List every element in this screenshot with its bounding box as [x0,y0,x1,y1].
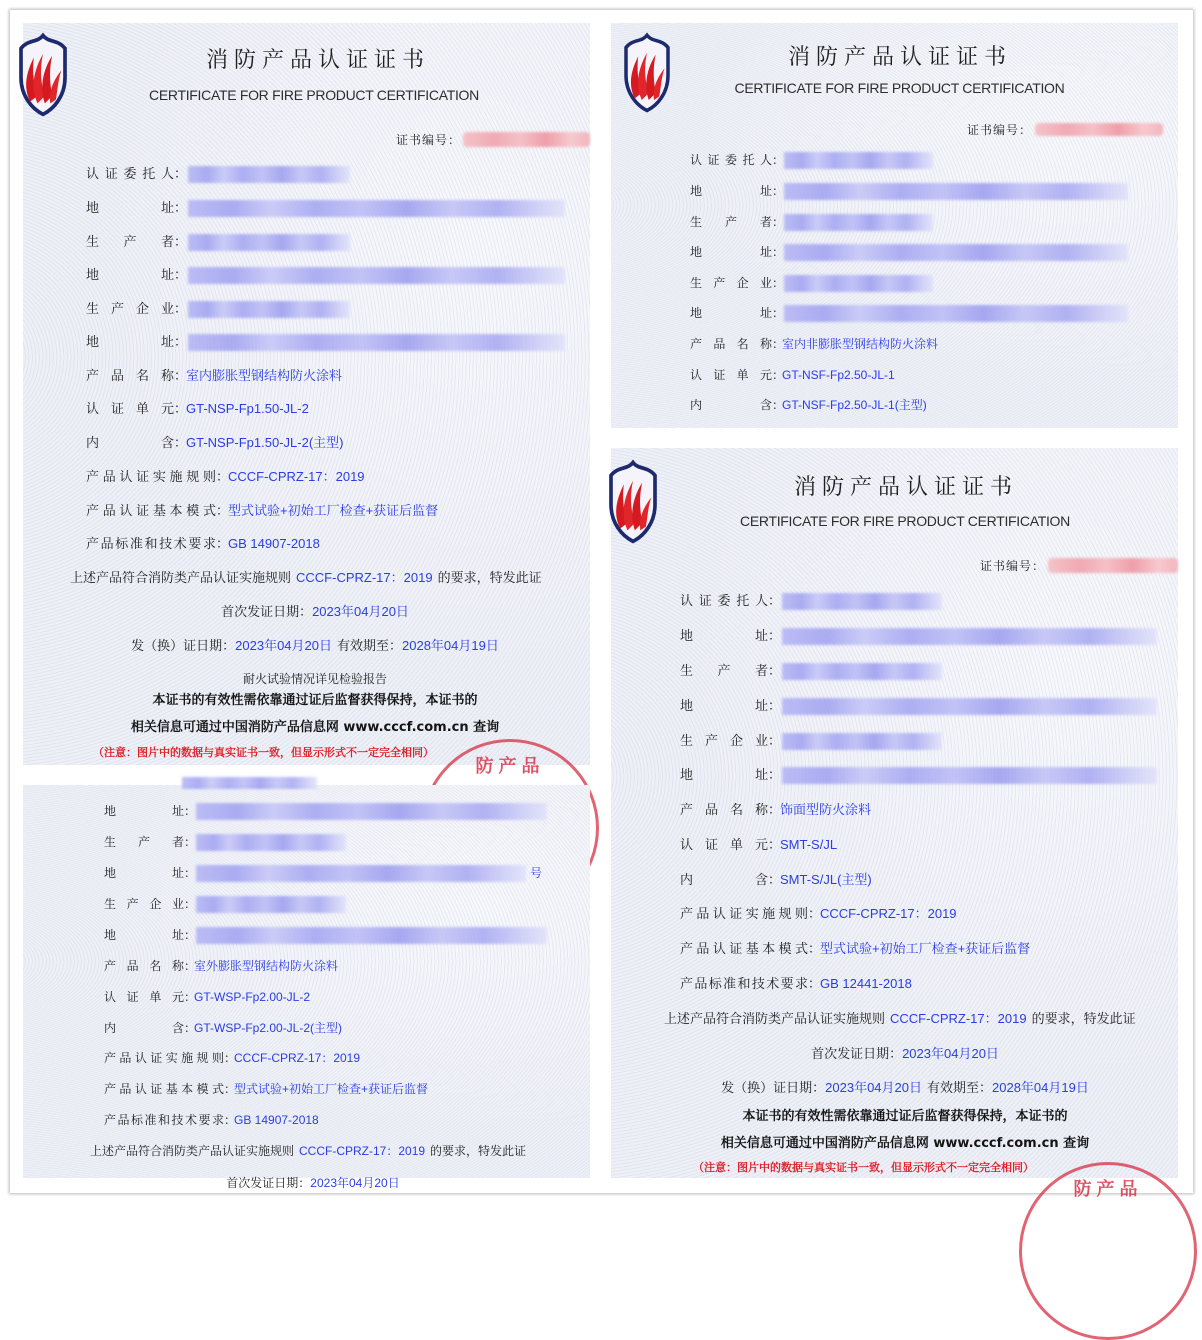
colon: ： [184,928,197,942]
redacted-value [196,896,346,913]
statement-prefix: 上述产品符合消防类产品认证实施规则 [70,570,292,585]
field-standard [104,1110,319,1130]
issue-and-validity [611,1078,1199,1098]
colon: ： [772,368,785,382]
field-label: 认证单元 [104,990,184,1004]
field-label: 产品标准和技术要求 [86,536,216,551]
certificate-title: 消防产品认证证书 [793,475,1018,500]
colon: ： [184,897,197,911]
colon: ： [174,435,188,450]
field-label: 产品认证实施规则 [104,1051,224,1065]
field-product-name [690,334,938,354]
field-value: GT-NSF-Fp2.50-JL-1 [782,368,895,382]
redacted-value [782,663,942,680]
field-label: 地址 [86,334,174,349]
colon: ： [772,245,785,259]
statement-code: CCCF-CPRZ-17：2019 [299,1144,426,1158]
colon: ： [174,368,188,383]
colon: ： [772,337,785,351]
field-label: 生产企业 [86,301,174,316]
field-label: 地址 [680,628,768,643]
redacted-value [188,267,565,284]
colon: ： [772,184,785,198]
colon: ： [768,802,782,817]
field-label: 认证单元 [680,837,768,852]
field-label: 生产企业 [680,733,768,748]
field-standard [86,534,320,554]
field-label: 生产者 [690,215,772,229]
first-issue-date [23,602,607,622]
field-value: 室外膨胀型钢结构防火涂料 [194,959,339,973]
colon: ： [768,593,782,608]
field-manufacturer [690,273,933,293]
certificate-outdoor-intumescent [23,785,590,1190]
first-issue-value: 2023年04月20日 [310,1176,400,1190]
colon: ： [216,536,230,551]
compliance-statement [90,1141,526,1161]
field-product-name [86,366,342,386]
certificate-subtitle: CERTIFICATE FOR FIRE PRODUCT CERTIFICATION [149,87,479,103]
field-producer-address [690,242,1128,262]
redacted-value [782,733,942,750]
validity-line-1: 本证书的有效性需依靠通过证后监督获得保持，本证书的 [742,1109,1068,1124]
fire-test-note: 耐火试验情况详见检验报告 [242,672,387,686]
statement-suffix: 的要求，特发此证 [430,1144,527,1158]
colon: ： [174,166,188,181]
field-label: 产品标准和技术要求 [104,1113,224,1127]
field-label: 产品标准和技术要求 [680,976,808,991]
colon: ： [808,941,822,956]
redacted-cert-number [1048,558,1178,573]
field-value: 型式试验+初始工厂检查+获证后监督 [820,941,1031,956]
redacted-value [784,275,933,292]
redacted-value [782,593,942,610]
statement-code: CCCF-CPRZ-17：2019 [890,1011,1027,1026]
field-cert-unit [86,399,309,419]
statement-suffix: 的要求，特发此证 [1031,1011,1136,1026]
field-mode [680,939,1030,959]
first-issue-label: 首次发证日期： [226,1176,311,1190]
field-rule [680,904,957,924]
colon: ： [184,990,197,1004]
first-issue-value: 2023年04月20日 [312,604,409,619]
field-value: GT-WSP-Fp2.00-JL-2 [194,990,311,1004]
redacted-value [182,777,317,789]
field-applicant-address [86,198,565,218]
redacted-value [188,166,350,183]
field-applicant-address [690,181,1128,201]
field-producer-address [104,863,542,883]
field-label: 地址 [104,866,184,880]
first-issue-label: 首次发证日期： [811,1046,903,1061]
first-issue-date [23,1173,603,1193]
colon: ： [768,872,782,887]
field-label: 内含 [86,435,174,450]
redacted-cert-number [463,132,590,147]
statement-code: CCCF-CPRZ-17：2019 [296,570,433,585]
colon: ： [768,837,782,852]
redacted-value [188,301,350,318]
field-label: 地址 [104,928,184,942]
field-label: 地址 [86,200,174,215]
field-label: 地址 [86,267,174,282]
field-product-name [680,800,871,820]
field-value: 型式试验+初始工厂检查+获证后监督 [234,1082,429,1096]
field-producer-address [680,696,1157,716]
colon: ： [224,1082,237,1096]
colon: ： [174,401,188,416]
field-value: 室内膨胀型钢结构防火涂料 [186,368,343,383]
field-label: 生产者 [86,234,174,249]
colon: ： [772,398,785,412]
field-mode [104,1079,428,1099]
field-producer [104,832,346,852]
field-producer-address [86,265,565,285]
field-label: 产品认证实施规则 [680,906,808,921]
redacted-value [196,927,547,944]
field-label: 生产企业 [104,897,184,911]
field-includes [86,433,343,453]
field-label: 认证委托人 [86,166,174,181]
field-label: 认证委托人 [690,153,772,167]
statement-prefix: 上述产品符合消防类产品认证实施规则 [664,1011,886,1026]
colon: ： [768,663,782,678]
field-label: 产品名称 [680,802,768,817]
redacted-value [782,628,1157,645]
field-product-name [104,956,338,976]
issue-label: 发（换）证日期： [721,1080,826,1095]
cert-number-label: 证书编号： [979,559,1045,573]
field-label: 产品名称 [86,368,174,383]
certificate-decorative-fire-coating [611,448,1178,1200]
colon: ： [184,959,197,973]
field-includes [690,395,927,415]
field-standard [680,974,912,994]
field-value: 室内非膨胀型钢结构防火涂料 [782,337,939,351]
redacted-value [784,305,1128,322]
redacted-value [782,698,1157,715]
field-value: SMT-S/JL(主型) [780,872,872,887]
seal-text: 防产品 [475,756,545,777]
colon: ： [224,1051,237,1065]
field-includes [104,1018,342,1038]
issue-label: 发（换）证日期： [131,638,236,653]
redacted-value [782,767,1157,784]
first-issue-label: 首次发证日期： [221,604,313,619]
compliance-statement [664,1009,1136,1029]
compliance-statement [70,568,542,588]
field-value: CCCF-CPRZ-17：2019 [228,469,365,484]
field-value: GT-NSP-Fp1.50-JL-2 [186,401,309,416]
valid-until-label: 有效期至： [337,638,403,653]
valid-until-value: 2028年04月19日 [402,638,499,653]
colon: ： [768,698,782,713]
issue-value: 2023年04月20日 [825,1080,922,1095]
field-label: 地址 [690,184,772,198]
field-label: 认证单元 [690,368,772,382]
field-label: 生产企业 [690,276,772,290]
colon: ： [772,153,785,167]
colon: ： [808,906,822,921]
field-label: 内含 [104,1021,184,1035]
redacted-value [196,834,346,851]
field-producer [680,661,942,681]
field-manufacturer-address [680,765,1157,785]
field-label: 地址 [104,804,184,818]
field-rule [104,1048,360,1068]
field-value: 型式试验+初始工厂检查+获证后监督 [228,503,439,518]
colon: ： [808,976,822,991]
field-manufacturer-address [86,332,565,352]
certificate-indoor-non-intumescent [611,23,1178,428]
field-value: GT-NSP-Fp1.50-JL-2(主型) [186,435,344,450]
redacted-value [784,214,933,231]
field-rule [86,467,365,487]
issue-value: 2023年04月20日 [235,638,332,653]
field-label: 生产者 [680,663,768,678]
field-value: GT-NSF-Fp2.50-JL-1(主型) [782,398,927,412]
colon: ： [772,306,785,320]
seal-text: 防产品 [1073,1179,1143,1200]
field-producer [86,232,350,252]
issue-and-validity [23,636,607,656]
redacted-value [188,234,350,251]
colon: ： [768,733,782,748]
colon: ： [174,301,188,316]
field-cert-unit [680,835,837,855]
colon: ： [768,767,782,782]
colon: ： [772,215,785,229]
field-applicant-address [680,626,1157,646]
field-value: GB 14907-2018 [234,1113,319,1127]
redacted-cert-number [1035,123,1163,136]
field-manufacturer-address [690,303,1128,323]
field-label: 产品名称 [104,959,184,973]
field-value: CCCF-CPRZ-17：2019 [234,1051,361,1065]
field-applicant [680,591,942,611]
colon: ： [772,276,785,290]
field-label: 认证单元 [86,401,174,416]
cert-number-label: 证书编号： [395,133,461,147]
colon: ： [174,334,188,349]
field-value: CCCF-CPRZ-17：2019 [820,906,957,921]
disclaimer-note: （注意：图片中的数据与真实证书一致，但显示形式不一定完全相同） [693,1161,1034,1174]
redacted-value [188,200,565,217]
validity-line-2: 相关信息可通过中国消防产品信息网 www.cccf.com.cn 查询 [720,1136,1090,1151]
certificate-subtitle: CERTIFICATE FOR FIRE PRODUCT CERTIFICATION [740,513,1070,529]
colon: ： [174,200,188,215]
field-mode [86,501,438,521]
validity-line-2: 相关信息可通过中国消防产品信息网 www.cccf.com.cn 查询 [130,720,500,735]
first-issue-value: 2023年04月20日 [902,1046,999,1061]
statement-suffix: 的要求，特发此证 [437,570,542,585]
field-value: 饰面型防火涂料 [780,802,872,817]
field-includes [680,870,872,890]
redacted-value [784,244,1128,261]
field-label: 产品认证实施规则 [86,469,216,484]
field-applicant [86,164,350,184]
field-manufacturer [104,894,346,914]
field-cert-unit [690,365,895,385]
certificate-indoor-intumescent [23,23,590,777]
redacted-value [784,152,933,169]
colon: ： [184,835,197,849]
field-applicant [690,150,933,170]
statement-prefix: 上述产品符合消防类产品认证实施规则 [90,1144,295,1158]
colon: ： [184,866,197,880]
field-label: 地址 [680,767,768,782]
colon: ： [224,1113,237,1127]
field-label: 产品认证基本模式 [104,1082,224,1096]
field-label: 产品认证基本模式 [86,503,216,518]
redacted-value [784,183,1128,200]
colon: ： [768,628,782,643]
field-manufacturer [86,299,350,319]
field-manufacturer [680,731,942,751]
colon: ： [184,804,197,818]
valid-until-label: 有效期至： [927,1080,993,1095]
first-issue-date [611,1044,1199,1064]
field-label: 认证委托人 [680,593,768,608]
field-value: SMT-S/JL [780,837,838,852]
validity-line-1: 本证书的有效性需依靠通过证后监督获得保持，本证书的 [152,693,478,708]
cert-number-label: 证书编号： [966,123,1032,137]
field-manufacturer-address [104,925,547,945]
valid-until-value: 2028年04月19日 [992,1080,1089,1095]
field-label: 地址 [690,306,772,320]
field-cert-unit [104,987,310,1007]
colon: ： [184,1021,197,1035]
field-label: 内含 [680,872,768,887]
field-label: 生产者 [104,835,184,849]
certificate-subtitle: CERTIFICATE FOR FIRE PRODUCT CERTIFICATION [734,80,1065,96]
field-applicant-address [104,801,547,821]
disclaimer-note: （注意：图片中的数据与真实证书一致，但显示形式不一定完全相同） [93,746,434,759]
colon: ： [216,503,230,518]
fire-certification-logo-icon [615,30,679,114]
redacted-value [196,865,526,882]
redacted-value [196,803,547,820]
colon: ： [174,234,188,249]
field-value: GB 14907-2018 [228,536,320,551]
colon: ： [174,267,188,282]
certificate-title: 消防产品认证证书 [787,45,1012,70]
field-value: GB 12441-2018 [820,976,912,991]
official-seal-stamp [1019,1162,1197,1340]
field-label: 地址 [690,245,772,259]
field-producer [690,212,933,232]
field-value: GT-WSP-Fp2.00-JL-2(主型) [194,1021,343,1035]
field-label: 产品名称 [690,337,772,351]
field-label: 地址 [680,698,768,713]
redacted-value [188,334,565,351]
colon: ： [216,469,230,484]
certificate-title: 消防产品认证证书 [205,48,430,73]
field-label: 产品认证基本模式 [680,941,808,956]
address-suffix: 号 [530,866,543,880]
field-label: 内含 [690,398,772,412]
